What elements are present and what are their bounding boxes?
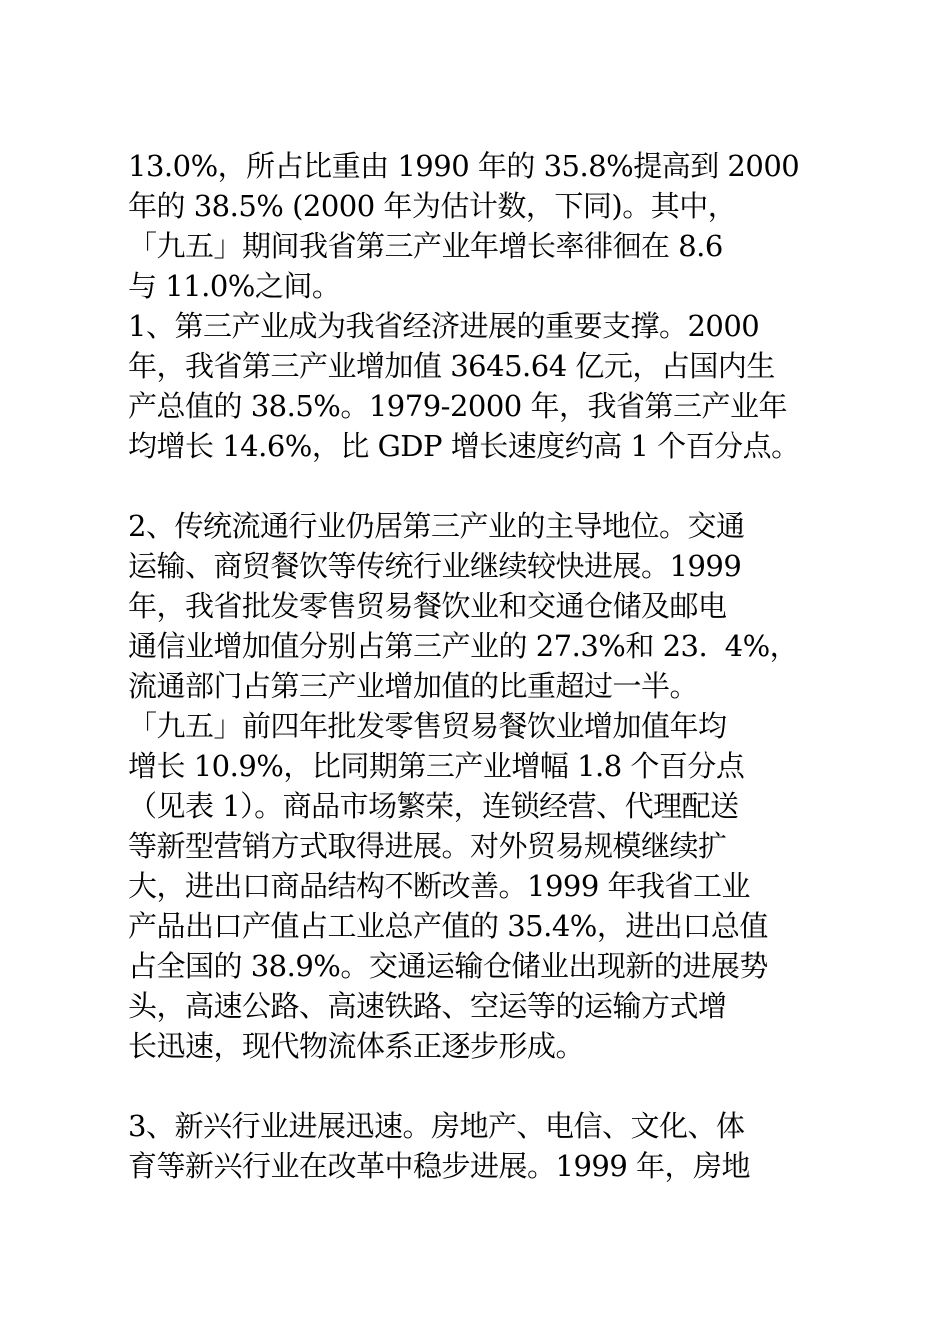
paragraph-spacer	[128, 466, 828, 506]
text-line: 产总值的 38.5%。1979-2000 年，我省第三产业年	[128, 389, 787, 423]
text-line: （见表 1）。商品市场繁荣，连锁经营、代理配送	[128, 789, 739, 823]
text-line: 育等新兴行业在改革中稳步进展。1999 年，房地	[128, 1149, 751, 1183]
text-line: 年，我省批发零售贸易餐饮业和交通仓储及邮电	[128, 589, 727, 623]
text-line: 均增长 14.6%，比 GDP 增长速度约高 1 个百分点。	[128, 429, 800, 463]
text-line: 「九五」前四年批发零售贸易餐饮业增加值年均	[128, 709, 727, 743]
text-line: 大，进出口商品结构不断改善。1999 年我省工业	[128, 869, 751, 903]
text-line: 与 11.0%之间。	[128, 269, 341, 303]
paragraph-3	[128, 1106, 828, 1186]
paragraph-2	[128, 506, 828, 1066]
text-line: 1、第三产业成为我省经济进展的重要支撑。2000	[128, 309, 760, 343]
paragraph-intro	[128, 146, 828, 466]
text-line: 3、新兴行业进展迅速。房地产、电信、文化、体	[128, 1109, 745, 1143]
text-line: 年，我省第三产业增加值 3645.64 亿元，占国内生	[128, 349, 775, 383]
text-line: 流通部门占第三产业增加值的比重超过一半。	[128, 669, 699, 703]
text-line: 2、传统流通行业仍居第三产业的主导地位。交通	[128, 509, 745, 543]
text-line: 占全国的 38.9%。交通运输仓储业出现新的进展势	[128, 949, 768, 983]
text-line: 13.0%，所占比重由 1990 年的 35.8%提高到 2000	[128, 149, 800, 183]
text-line: 产品出口产值占工业总产值的 35.4%，进出口总值	[128, 909, 768, 943]
text-line: 通信业增加值分别占第三产业的 27.3%和 23. 4%，	[128, 629, 799, 663]
text-line: 增长 10.9%，比同期第三产业增幅 1.8 个百分点	[128, 749, 745, 783]
document-body	[128, 146, 828, 1186]
text-line: 年的 38.5% (2000 年为估计数，下同)。其中，	[128, 189, 737, 223]
text-line: 「九五」期间我省第三产业年增长率徘徊在 8.6	[128, 229, 723, 263]
text-line: 运输、商贸餐饮等传统行业继续较快进展。1999	[128, 549, 742, 583]
paragraph-spacer	[128, 1066, 828, 1106]
text-line: 等新型营销方式取得进展。对外贸易规模继续扩	[128, 829, 727, 863]
text-line: 长迅速，现代物流体系正逐步形成。	[128, 1029, 585, 1063]
text-line: 头，高速公路、高速铁路、空运等的运输方式增	[128, 989, 727, 1023]
